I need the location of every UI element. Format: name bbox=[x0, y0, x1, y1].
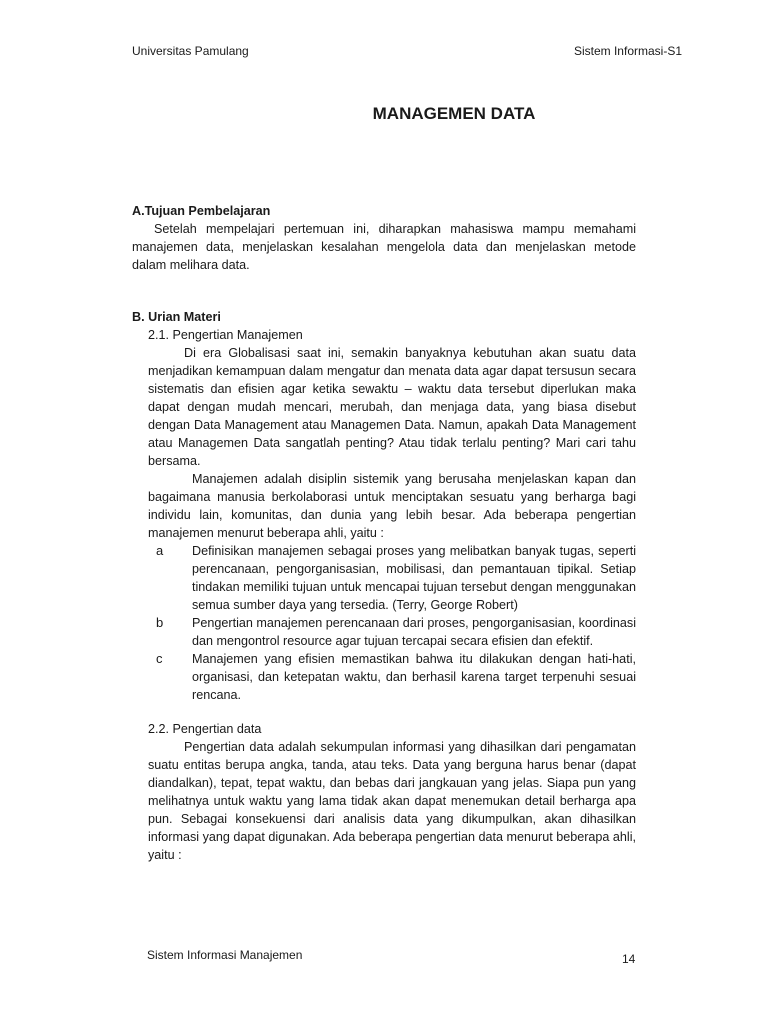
page-title: MANAGEMEN DATA bbox=[372, 104, 536, 123]
list-item-text: Pengertian manajemen perencanaan dari proses, pengorganisasian, koordinasi dan mengontrol resource agar tujuan tercapai secara efisien dan efektif. bbox=[192, 616, 636, 648]
header-program: Sistem Informasi-S1 bbox=[573, 44, 682, 58]
section-b-heading: B. Urian Materi bbox=[132, 310, 221, 324]
document-body bbox=[132, 202, 636, 864]
subsection-2-1-paragraph-1: Di era Globalisasi saat ini, semakin banyaknya kebutuhan akan suatu data menjadikan kemampuan dalam mengatur dan menata data agar dapat tersusun secara sistematis dan efisien agar ketika sewaktu – waktu data tersebut diperlukan maka dapat dengan mudah mencari, merubah, dan menjaga data, yang biasa disebut dengan Data Management atau Managemen Data. Namun, apakah Data Management atau Managemen Data sangatlah penting? Atau tidak terlalu penting? Mari cari tahu bersama. bbox=[148, 346, 636, 468]
header-university: Universitas Pamulang bbox=[132, 44, 249, 58]
subsection-2-1 bbox=[132, 326, 636, 704]
list-marker: c bbox=[156, 651, 163, 666]
list-item bbox=[132, 542, 636, 614]
definition-list bbox=[132, 542, 636, 704]
section-a-text: Setelah mempelajari pertemuan ini, diharapkan mahasiswa mampu memahami manajemen data, menjelaskan kesalahan mengelola data dan menjelaskan metode dalam melihara data. bbox=[132, 222, 636, 272]
section-a-heading: A.Tujuan Pembelajaran bbox=[132, 204, 271, 218]
footer-course-name: Sistem Informasi Manajemen bbox=[147, 948, 303, 962]
page-number: 14 bbox=[622, 952, 636, 966]
subsection-2-1-paragraph-2: Manajemen adalah disiplin sistemik yang berusaha menjelaskan kapan dan bagaimana manusia berkolaborasi untuk menciptakan sesuatu yang berharga bagi individu lain, komunitas, dan dunia yang lebih besar. Ada beberapa pengertian manajemen menurut beberapa ahli, yaitu : bbox=[148, 472, 636, 540]
subsection-2-2 bbox=[132, 720, 636, 864]
list-item-text: Definisikan manajemen sebagai proses yang melibatkan banyak tugas, seperti perencanaan, pengorganisasian, mobilisasi, dan pemantauan tipikal. Setiap tindakan memiliki tujuan untuk mencapai tujuan tersebut dengan menggunakan semua sumber daya yang tersedia. (Terry, George Robert) bbox=[192, 544, 636, 612]
list-item bbox=[132, 650, 636, 704]
subsection-2-1-heading: 2.1. Pengertian Manajemen bbox=[148, 328, 303, 342]
list-marker: a bbox=[156, 543, 164, 558]
subsection-2-2-paragraph-1: Pengertian data adalah sekumpulan informasi yang dihasilkan dari pengamatan suatu entitas berupa angka, tanda, atau teks. Data yang berguna harus benar (dapat diandalkan), tepat, tepat waktu, dan bebas dari jangkauan yang jelas. Siapa pun yang melihatnya untuk waktu yang lama tidak akan dapat menemukan detail berharga apa pun. Sebagai konsekuensi dari analisis data yang dikumpulkan, akan dihasilkan informasi yang dapat digunakan. Ada beberapa pengertian data menurut beberapa ahli, yaitu : bbox=[148, 740, 637, 862]
list-item bbox=[132, 614, 636, 650]
list-marker: b bbox=[156, 615, 164, 630]
list-item-text: Manajemen yang efisien memastikan bahwa itu dilakukan dengan hati-hati, organisasi, dan ketepatan waktu, dan berhasil karena target terpenuhi sesuai rencana. bbox=[192, 652, 636, 702]
subsection-2-2-heading: 2.2. Pengertian data bbox=[148, 722, 262, 736]
